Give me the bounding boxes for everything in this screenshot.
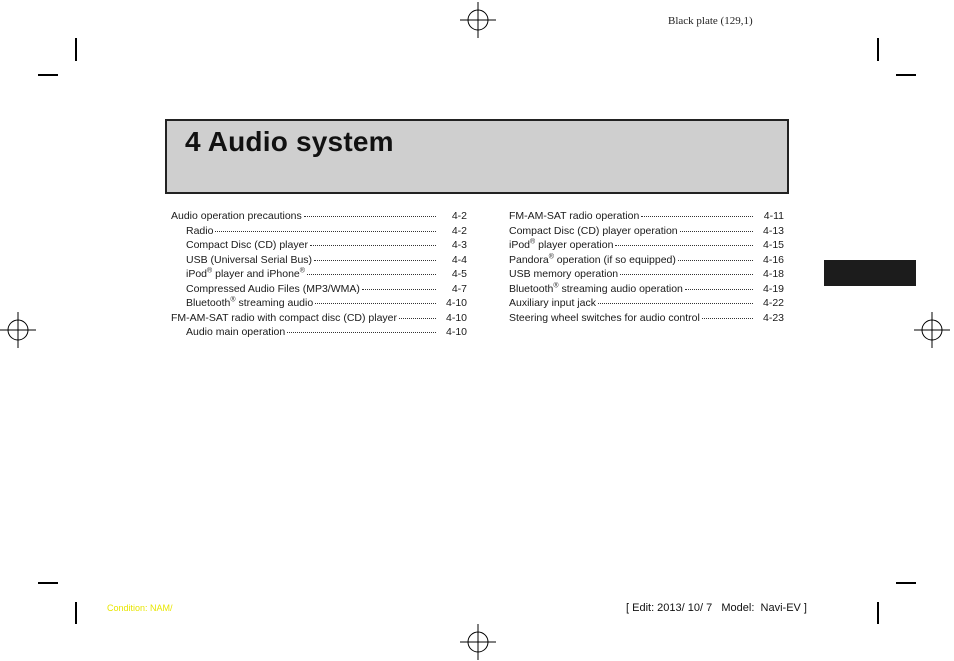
toc-entry[interactable]: [509, 311, 784, 326]
toc-entry[interactable]: [509, 238, 784, 253]
chapter-header: [165, 119, 789, 194]
crop-mark: [877, 602, 879, 624]
toc-dot-leader: [315, 303, 436, 304]
crop-mark: [38, 74, 58, 76]
toc-entry-title: Bluetooth® streaming audio: [186, 296, 314, 309]
toc-dot-leader: [685, 289, 753, 290]
toc-entry-title: Bluetooth® streaming audio operation: [509, 282, 683, 295]
toc-entry-page: 4-10: [445, 311, 467, 324]
toc-dot-leader: [215, 231, 436, 232]
toc-entry[interactable]: [171, 296, 467, 311]
toc-entry[interactable]: [509, 224, 784, 239]
registration-mark-icon: [0, 312, 36, 348]
toc-dot-leader: [702, 318, 753, 319]
toc-dot-leader: [680, 231, 753, 232]
edit-info: [ Edit: 2013/ 10/ 7 Model: Navi-EV ]: [626, 602, 807, 614]
toc-entry-title: FM-AM-SAT radio operation: [509, 210, 640, 222]
toc-entry[interactable]: [171, 282, 467, 297]
toc-entry-page: 4-2: [451, 210, 467, 222]
toc-entry[interactable]: [171, 224, 467, 239]
crop-mark: [877, 38, 879, 61]
toc-dot-leader: [620, 274, 753, 275]
toc-dot-leader: [304, 216, 436, 217]
toc-entry[interactable]: [509, 296, 784, 311]
toc-entry[interactable]: [171, 253, 467, 268]
toc-entry-title: Radio: [186, 224, 214, 237]
toc-entry-title: Pandora® operation (if so equipped): [509, 253, 676, 266]
toc-entry-page: 4-7: [451, 282, 467, 295]
toc-entry-page: 4-13: [762, 224, 784, 237]
toc-entry-page: 4-18: [762, 268, 784, 280]
toc-dot-leader: [399, 318, 436, 319]
toc-entry[interactable]: [509, 267, 784, 282]
toc-dot-leader: [641, 216, 753, 217]
toc-entry-title: Audio main operation: [186, 326, 286, 338]
chapter-tab-marker: [824, 260, 916, 286]
toc-dot-leader: [307, 274, 436, 275]
crop-mark: [896, 74, 916, 76]
toc-column-left: [171, 209, 467, 340]
toc-dot-leader: [678, 260, 753, 261]
toc-entry-page: 4-15: [762, 239, 784, 251]
toc-dot-leader: [314, 260, 436, 261]
toc-dot-leader: [362, 289, 436, 290]
registration-mark-icon: [460, 2, 496, 38]
toc-entry[interactable]: [171, 267, 467, 282]
plate-label: Black plate (129,1): [668, 15, 753, 27]
toc-entry-page: 4-4: [451, 253, 467, 266]
toc-dot-leader: [615, 245, 753, 246]
toc-entry[interactable]: [509, 253, 784, 268]
toc-entry-page: 4-5: [451, 268, 467, 280]
toc-entry-page: 4-10: [445, 326, 467, 338]
toc-entry-title: USB memory operation: [509, 268, 619, 280]
registration-mark-icon: [460, 624, 496, 660]
toc-entry-page: 4-10: [445, 297, 467, 309]
toc-entry-title: iPod® player and iPhone®: [186, 267, 305, 280]
toc-entry-title: Compact Disc (CD) player: [186, 239, 308, 251]
toc-entry-page: 4-19: [762, 282, 784, 295]
condition-label: Condition: NAM/: [107, 603, 173, 613]
toc-entry-title: Auxiliary input jack: [509, 297, 596, 309]
toc-entry-title: Audio operation precautions: [171, 210, 302, 222]
crop-mark: [38, 582, 58, 584]
crop-mark: [896, 582, 916, 584]
toc-entry[interactable]: [171, 325, 467, 340]
registration-mark-icon: [914, 312, 950, 348]
crop-mark: [75, 602, 77, 624]
toc-entry-page: 4-2: [451, 224, 467, 237]
toc-column-right: [509, 209, 784, 325]
toc-dot-leader: [310, 245, 436, 246]
crop-mark: [75, 38, 77, 61]
toc-entry-page: 4-3: [451, 239, 467, 251]
toc-entry-page: 4-16: [762, 253, 784, 266]
toc-entry[interactable]: [509, 282, 784, 297]
toc-entry[interactable]: [171, 311, 467, 326]
toc-entry-title: Steering wheel switches for audio control: [509, 311, 700, 324]
toc-dot-leader: [287, 332, 436, 333]
toc-entry-title: USB (Universal Serial Bus): [186, 253, 313, 266]
toc-entry-title: iPod® player operation: [509, 238, 614, 251]
toc-entry-title: FM-AM-SAT radio with compact disc (CD) player: [171, 311, 397, 324]
chapter-title: 4 Audio system: [185, 126, 394, 157]
toc-entry[interactable]: [171, 209, 467, 224]
toc-entry-title: Compact Disc (CD) player operation: [509, 224, 678, 237]
toc-entry-page: 4-22: [762, 297, 784, 309]
toc-entry[interactable]: [171, 238, 467, 253]
toc-entry-title: Compressed Audio Files (MP3/WMA): [186, 282, 360, 295]
toc-dot-leader: [598, 303, 753, 304]
toc-entry-page: 4-11: [763, 210, 784, 222]
toc-entry[interactable]: [509, 209, 784, 224]
toc-entry-page: 4-23: [762, 311, 784, 324]
